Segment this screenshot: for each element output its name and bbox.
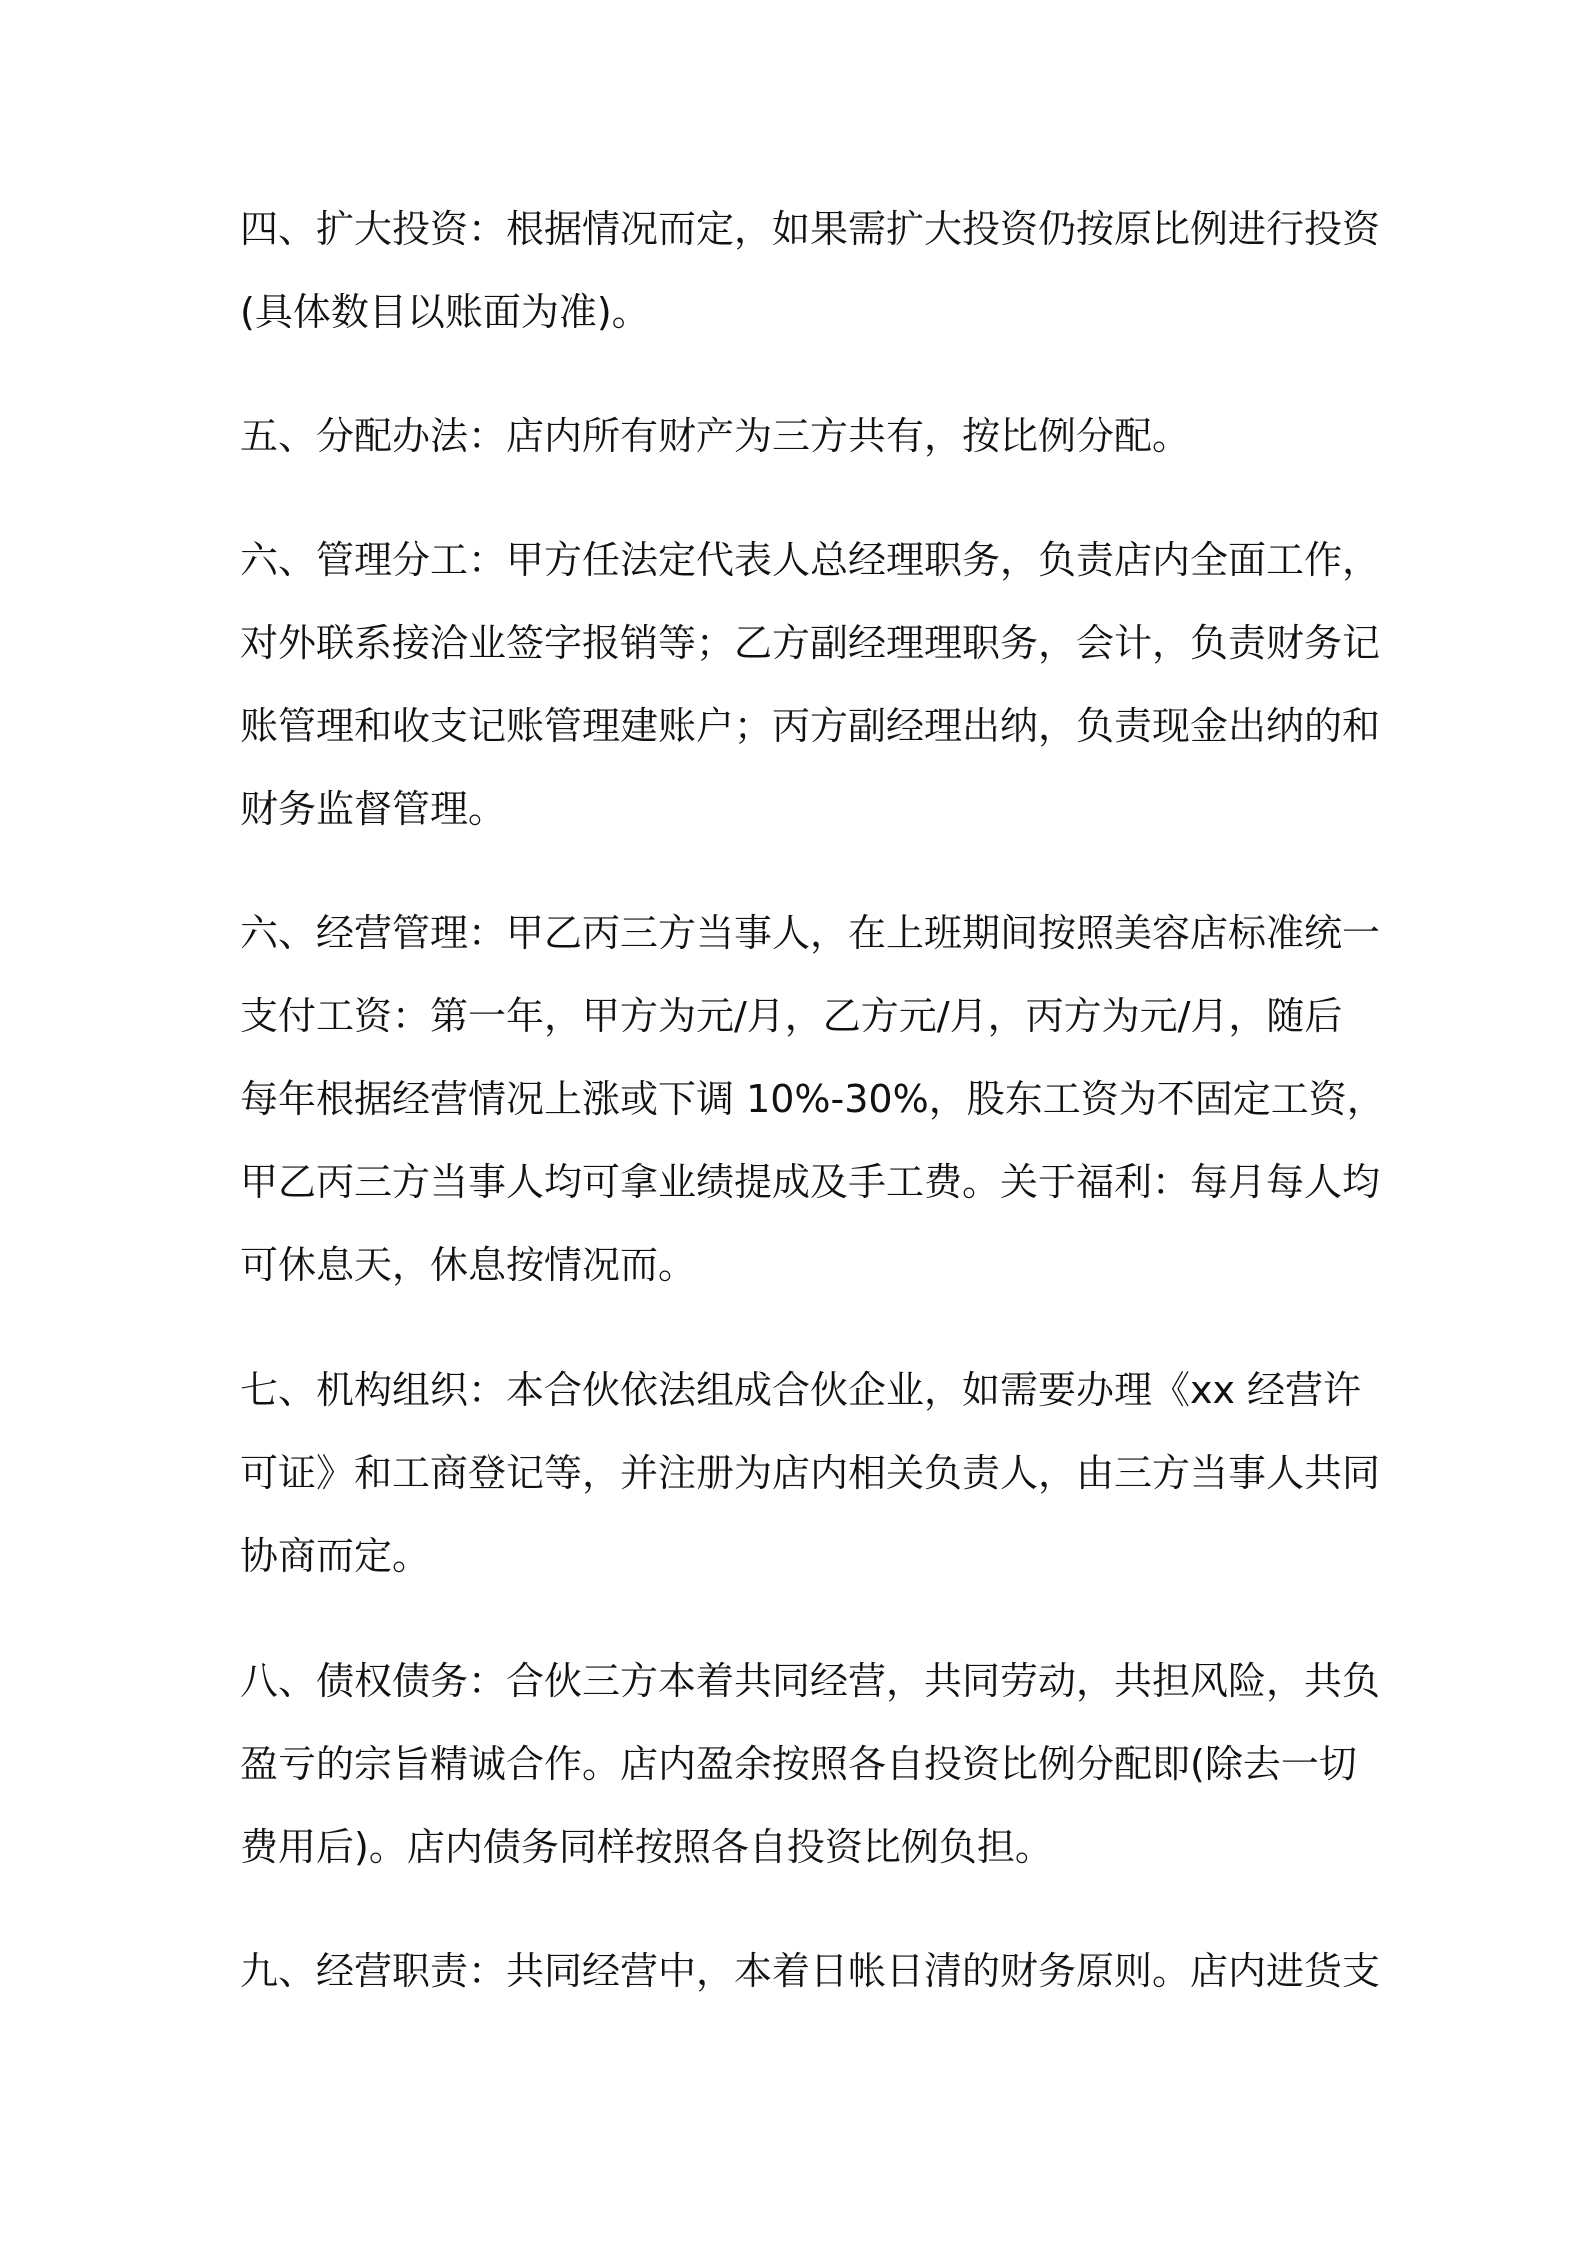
paragraph-line: 可证》和工商登记等，并注册为店内相关负责人，由三方当事人共同 [240, 1451, 1381, 1495]
paragraph-line: 六、管理分工：甲方任法定代表人总经理职务，负责店内全面工作， [240, 538, 1381, 582]
paragraph-line: 财务监督管理。 [240, 787, 507, 831]
paragraph-7-organization [240, 1349, 1381, 1598]
paragraph-9-operation-duties [240, 1930, 1381, 2013]
paragraph-line: 甲乙丙三方当事人均可拿业绩提成及手工费。关于福利：每月每人均 [240, 1160, 1381, 1204]
paragraph-4-expand-investment [240, 188, 1381, 354]
paragraph-line: 每年根据经营情况上涨或下调 10%-30%，股东工资为不固定工资， [240, 1077, 1385, 1121]
paragraph-line: 协商而定。 [240, 1534, 431, 1578]
paragraph-line: 七、机构组织：本合伙依法组成合伙企业，如需要办理《xx 经营许 [240, 1368, 1362, 1412]
paragraph-line: 四、扩大投资：根据情况而定，如果需扩大投资仍按原比例进行投资 [240, 207, 1381, 251]
paragraph-line: 盈亏的宗旨精诚合作。店内盈余按照各自投资比例分配即(除去一切 [240, 1742, 1357, 1786]
paragraph-line: 支付工资：第一年，甲方为元/月，乙方元/月，丙方为元/月，随后 [240, 994, 1343, 1038]
paragraph-line: 八、债权债务：合伙三方本着共同经营，共同劳动，共担风险，共负 [240, 1659, 1381, 1703]
paragraph-6-operation-management [240, 892, 1385, 1307]
paragraph-5-distribution [240, 395, 1365, 478]
paragraph-8-debts [240, 1640, 1381, 1889]
paragraph-line: 对外联系接洽业签字报销等；乙方副经理理职务，会计，负责财务记 [240, 621, 1381, 665]
paragraph-line: 五、分配办法：店内所有财产为三方共有，按比例分配。 [240, 414, 1191, 458]
paragraph-6-management-division [240, 519, 1381, 851]
paragraph-line: 九、经营职责：共同经营中，本着日帐日清的财务原则。店内进货支 [240, 1949, 1381, 1993]
paragraph-line: 账管理和收支记账管理建账户；丙方副经理出纳，负责现金出纳的和 [240, 704, 1381, 748]
paragraph-line: (具体数目以账面为准)。 [240, 290, 650, 334]
paragraph-line: 费用后)。店内债务同样按照各自投资比例负担。 [240, 1825, 1053, 1869]
paragraph-line: 六、经营管理：甲乙丙三方当事人，在上班期间按照美容店标准统一 [240, 911, 1381, 955]
paragraph-line: 可休息天，休息按情况而。 [240, 1243, 697, 1287]
